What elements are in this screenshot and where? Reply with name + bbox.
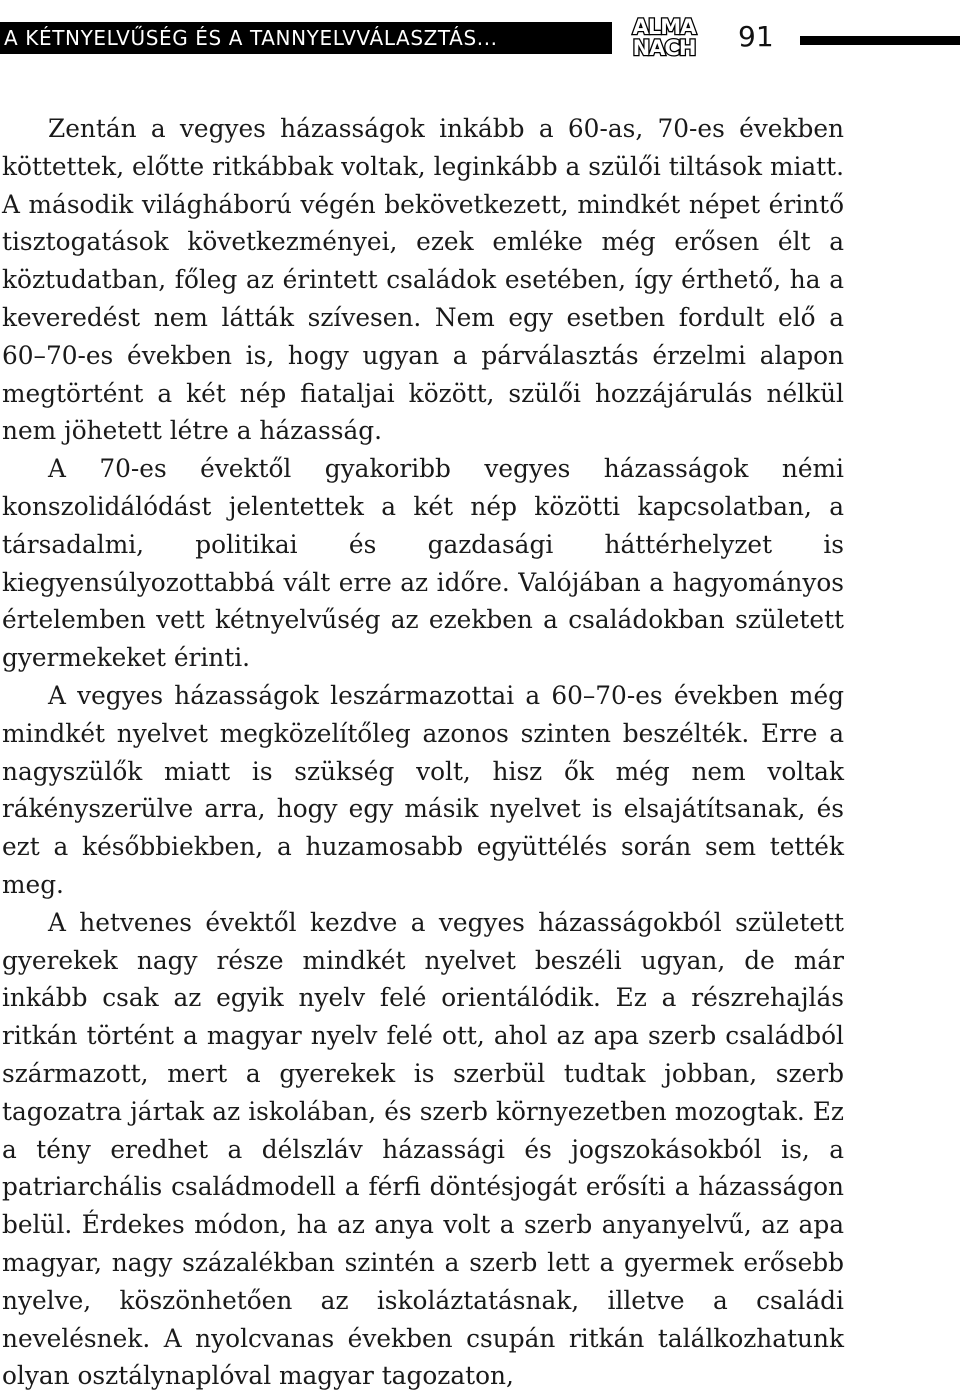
- running-header: [0, 14, 960, 58]
- paragraph: Zentán a vegyes házasságok inkább a 60-as, 70-es években köttettek, előtte ritkábbak voltak, leginkább a szülői tiltások miatt. A második világháború végén bekövetkezett, mindkét népet érintő tisztogatások következményei, ezek emléke még erősen élt a köztudatban, főleg az érintett családok esetében, így érthető, ha a keveredést nem látták szívesen. Nem egy esetben fordult elő a 60–70-es években is, hogy ugyan a párválasztás érzelmi alapon megtörtént a két nép fiataljai között, szülői hozzájárulás nélkül nem jöhetett létre a házasság.: [2, 114, 844, 446]
- paragraph: A 70-es évektől gyakoribb vegyes házasságok némi konszolidálódást jelentettek a két nép közötti kapcsolatban, a társadalmi, politikai és gazdasági háttérhelyzet is kiegyensúlyozottabbá vált erre az időre. Valójában a hagyományos értelemben vett kétnyelvűség az ezekben a családokban született gyermekeket érinti.: [2, 454, 844, 673]
- almanach-logo: [618, 14, 710, 58]
- running-title: A KÉTNYELVŰSÉG ÉS A TANNYELVVÁLASZTÁS...: [4, 26, 498, 50]
- svg-text:NACH: NACH: [632, 36, 696, 58]
- page-number: 91: [738, 20, 774, 53]
- paragraph: A hetvenes évektől kezdve a vegyes házasságokból született gyerekek nagy része mindkét nyelvet beszéli ugyan, de már inkább csak az egyik nyelv felé orientálódik. Ez a részrehajlás ritkán történt a magyar nyelv felé ott, ahol az apa szerb családból származott, mert a gyerekek is szerbül tudtak jobban, szerb tagozatra jártak az iskolában, és szerb környezetben mozogtak. Ez a tény eredhet a délszláv házassági és jogszokásokból is, a patriarchális családmodell a férfi döntésjogát erősíti a házasságon belül. Érdekes módon, ha az anya volt a szerb anyanyelvű, az apa magyar, nagy százalékban szintén a szerb lett a gyermek erősebb nyelve, köszönhetően az iskoláztatásnak, illetve a családi nevelésnek. A nyolcvanas években csupán ritkán találkozhatunk olyan osztálynaplóval magyar tagozaton,: [2, 907, 844, 1391]
- body-text: [2, 110, 844, 1395]
- paragraph: A vegyes házasságok leszármazottai a 60–70-es években még mindkét nyelvet megközelítőleg azonos szinten beszélték. Erre a nagyszülők miatt is szükség volt, hisz ők még nem voltak rákényszerülve arra, hogy egy másik nyelvet is elsajátítsanak, és ezt a későbbiekben, a huzamosabb együttélés során sem tették meg.: [2, 680, 844, 899]
- header-rule: [800, 36, 960, 45]
- svg-text:ALMA: ALMA: [632, 15, 696, 39]
